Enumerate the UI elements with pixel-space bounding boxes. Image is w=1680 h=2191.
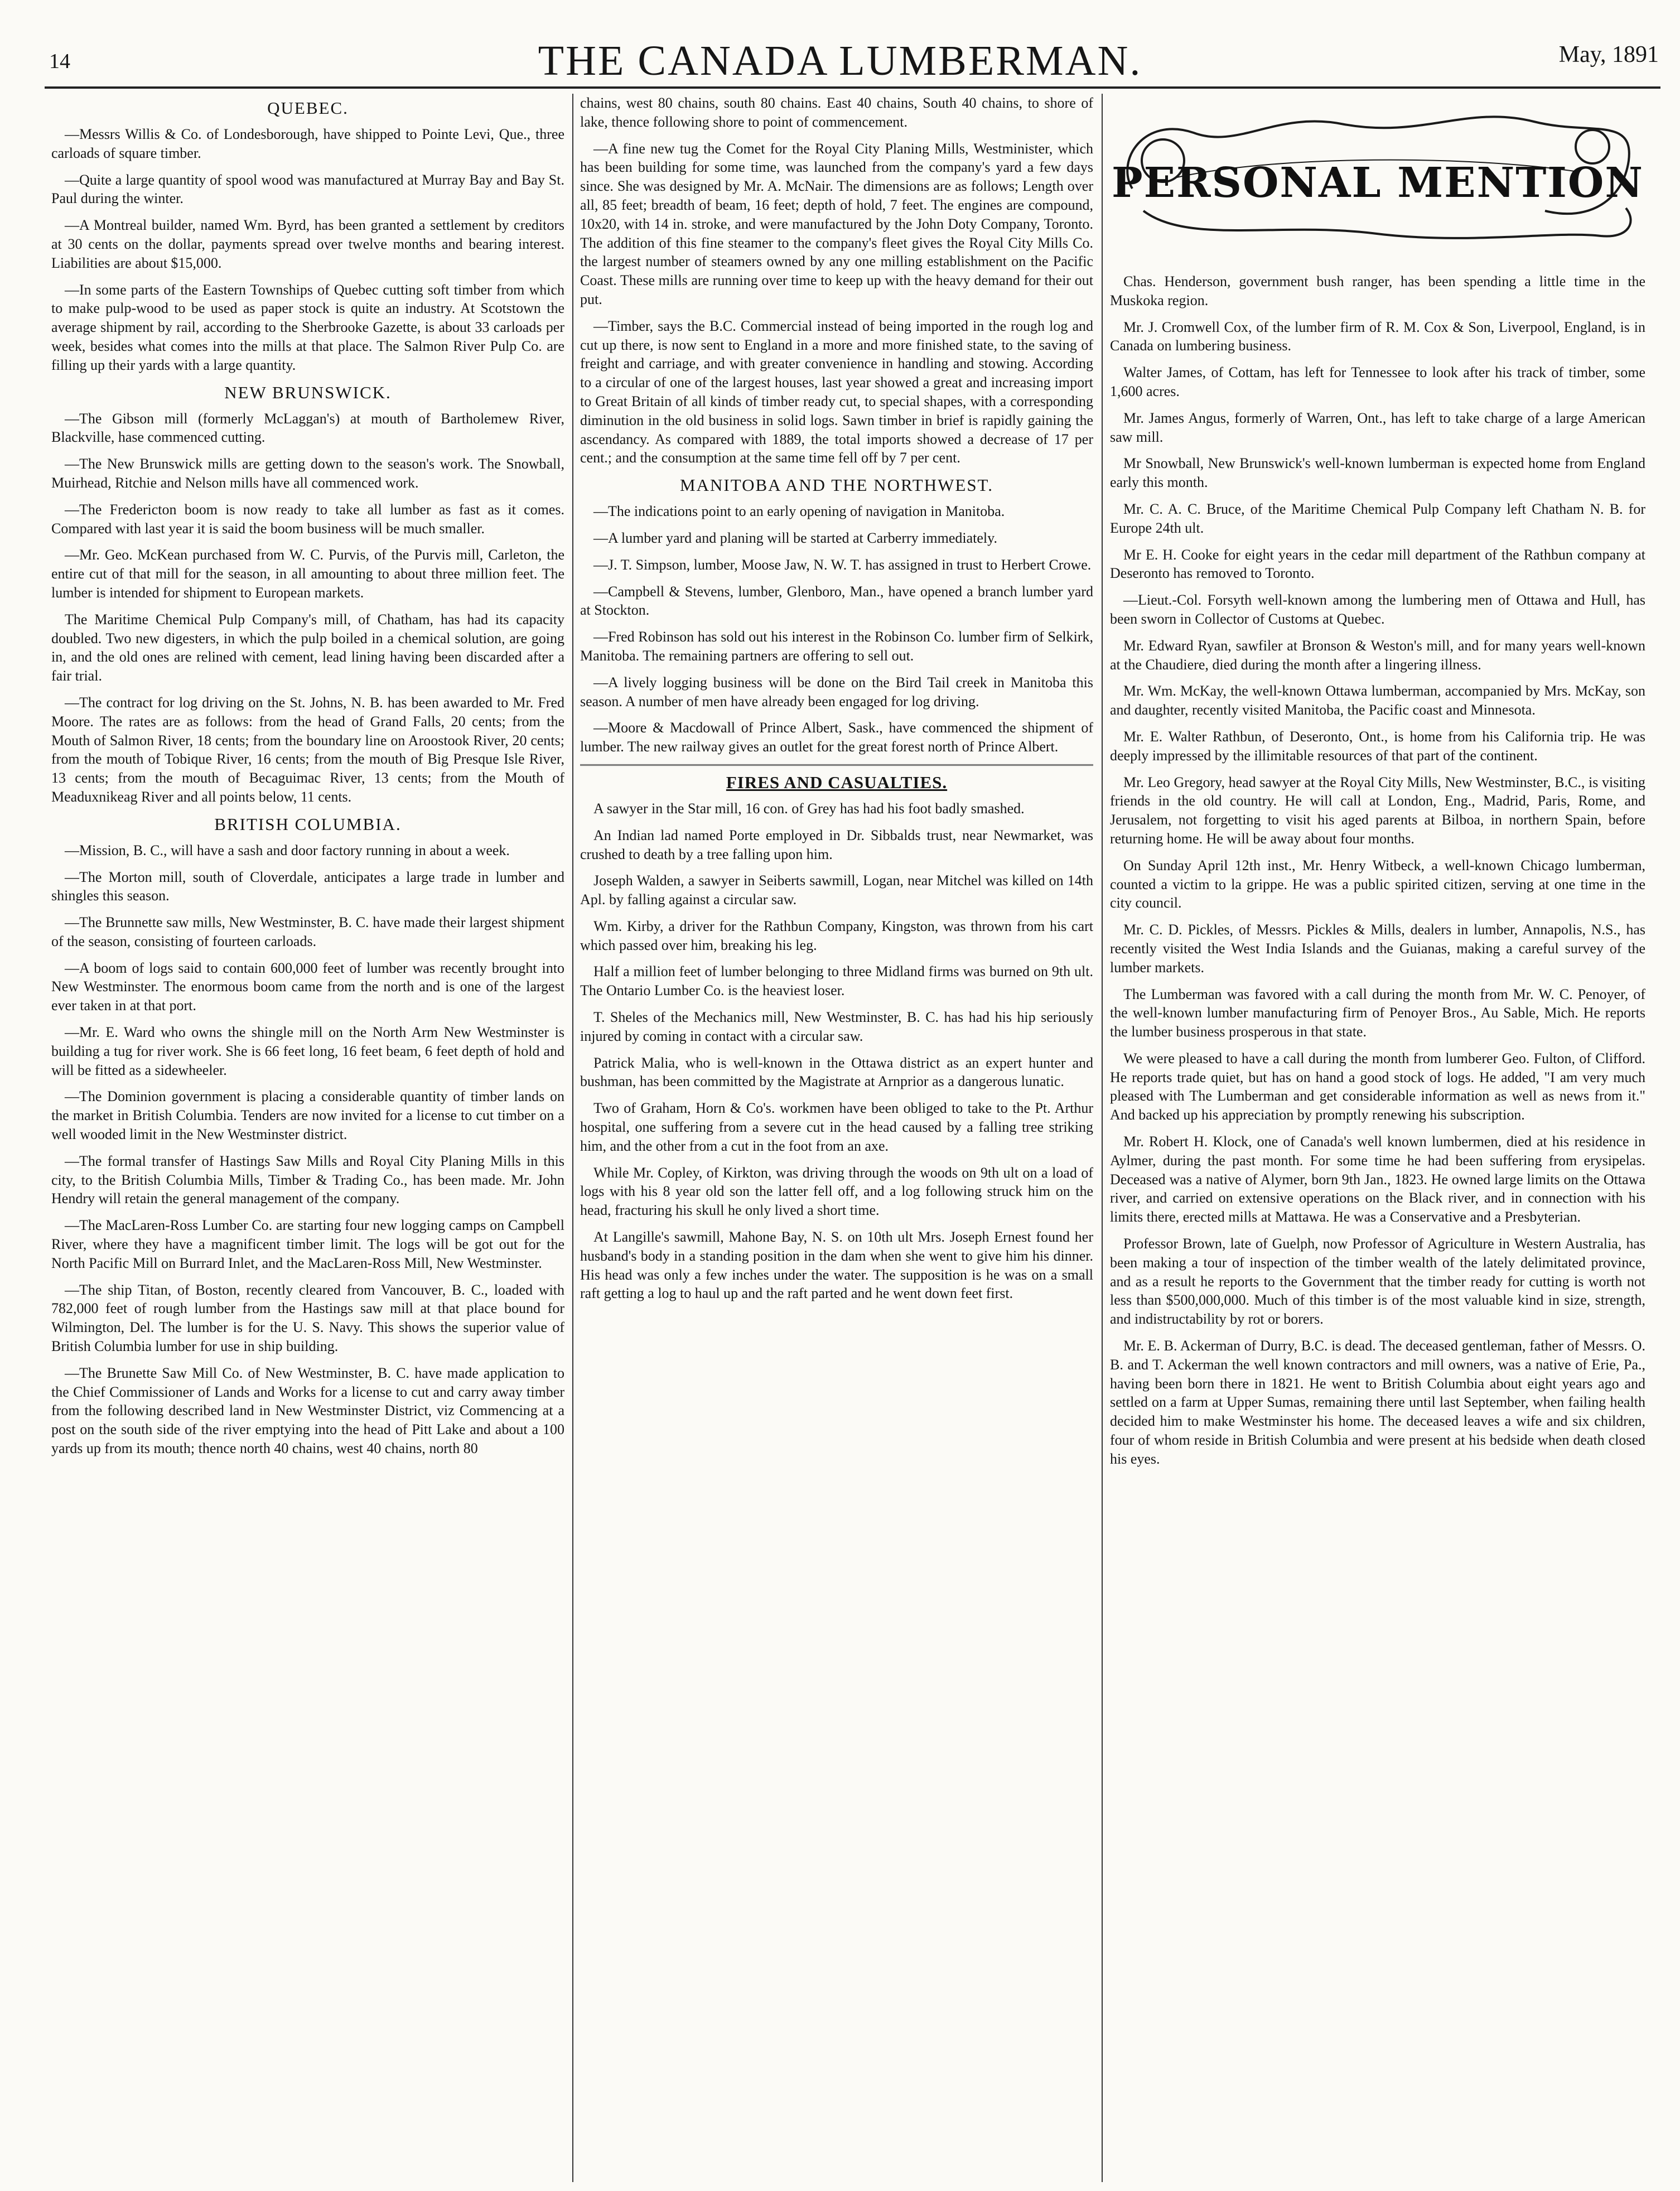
news-item: —The formal transfer of Hastings Saw Mills and Royal City Planing Mills in this city, to the British Columbia Mills, Timber & Trading Co., has been made. Mr. John Hendry will retain the general management of the company. [51,1152,564,1207]
section-title-british-columbia: BRITISH COLUMBIA. [214,814,402,834]
news-item: —The Gibson mill (formerly McLaggan's) at mouth of Bartholemew River, Blackville, hase commenced cutting. [51,410,564,446]
news-item: Joseph Walden, a sawyer in Seiberts sawmill, Logan, near Mitchel was killed on 14th Apl. by falling against a circular saw. [580,872,1093,908]
news-item: Chas. Henderson, government bush ranger, has been spending a little time in the Muskoka region. [1110,273,1645,308]
column-rule-2 [1102,94,1103,2182]
news-item: An Indian lad named Porte employed in Dr. Sibbalds trust, near Newmarket, was crushed to death by a tree falling upon him. [580,827,1093,862]
news-item: —The Fredericton boom is now ready to take all lumber as fast as it comes. Compared with last year it is said the boom business will be much smaller. [51,501,564,537]
fires-items [580,799,1093,1303]
personal-mention-title: PERSONAL MENTION [1111,159,1644,207]
news-item: Half a million feet of lumber belonging to three Midland firms was burned on 9th ult. The Ontario Lumber Co. is the heaviest loser. [580,963,1093,999]
news-item: Mr. Wm. McKay, the well-known Ottawa lumberman, accompanied by Mrs. McKay, son and daughter, recently visited Manitoba, the Pacific coast and Minnesota. [1110,683,1645,718]
news-item: —The contract for log driving on the St. Johns, N. B. has been awarded to Mr. Fred Moore. The rates are as follows: from the head of Grand Falls, 20 cents; from the Mouth of Salmon River, 18 cents; from the boundary line on Aroostook River, 20 cents; from the mouth of Tobique River, 16 cents; from the mouth of Big Presque Isle River, 13 cents; from the mouth of Becaguimac River, 13 cents; from the Mouth of Meaduxnikeag River and all points below, 11 cents. [51,694,564,805]
news-item: —Quite a large quantity of spool wood was manufactured at Murray Bay and Bay St. Paul during the winter. [51,171,564,207]
news-item: —Lieut.-Col. Forsyth well-known among the lumbering men of Ottawa and Hull, has been sworn in Collector of Customs at Quebec. [1110,592,1645,627]
column-rule-1 [572,94,573,2182]
section-title-quebec: QUEBEC. [267,98,349,118]
quebec-items [51,125,564,375]
news-item: Two of Graham, Horn & Co's. workmen have been obliged to take to the Pt. Arthur hospital, one suffering from a severe cut in the head caused by a falling tree striking him, and the other from a cut in the foot from an axe. [580,1100,1093,1154]
news-item: Professor Brown, late of Guelph, now Professor of Agriculture in Western Australia, has been making a tour of inspection of the timber wealth of the lately delimitated province, and as a result he reports to the Government that the timber ready for cutting is worth not less than $500,000,000. Much of this timber is of the most valuable kind in size, strength, and indistructability by rot or borers. [1110,1236,1645,1328]
issue-date: May, 1891 [1558,42,1659,67]
news-item: —The indications point to an early opening of navigation in Manitoba. [593,503,1005,520]
news-item: Mr E. H. Cooke for eight years in the cedar mill department of the Rathbun company at Deseronto has removed to Toronto. [1110,546,1645,582]
personal-mention-items [1110,272,1645,1469]
news-item: —The Morton mill, south of Cloverdale, anticipates a large trade in lumber and shingles this season. [51,868,564,904]
news-item: Patrick Malia, who is well-known in the Ottawa district as an expert hunter and bushman, has been committed by the Magistrate at Arnprior as a dangerous lunatic. [580,1054,1093,1090]
column-3 [1110,94,1645,2182]
news-item: —The Dominion government is placing a considerable quantity of timber lands on the market in British Columbia. Tenders are now invited for a license to cut timber on a well wooded limit in the New Westminster district. [51,1088,564,1143]
news-item: —Mr. Geo. McKean purchased from W. C. Purvis, of the Purvis mill, Carleton, the entire cut of that mill for the season, in all amounting to about three million feet. The lumber is intended for shipment to European markets. [51,547,564,601]
news-item: Walter James, of Cottam, has left for Tennessee to look after his track of timber, some 1,600 acres. [1110,364,1645,399]
news-item: Wm. Kirby, a driver for the Rathbun Company, Kingston, was thrown from his cart which passed over him, breaking his leg. [580,918,1093,953]
news-item: —Moore & Macdowall of Prince Albert, Sask., have commenced the shipment of lumber. The new railway gives an outlet for the great forest north of Prince Albert. [580,720,1093,755]
news-item: At Langille's sawmill, Mahone Bay, N. S. on 10th ult Mrs. Joseph Ernest found her husband's body in a standing position in the dam when she went to give him his dinner. His head was only a few inches under the water. The supposition is he was on a small raft getting a log to haul up and the raft parted and he went down feet first. [580,1229,1093,1302]
section-title-fires: FIRES AND CASUALTIES. [726,772,948,792]
column-2 [580,94,1093,2182]
news-item: Mr. Leo Gregory, head sawyer at the Royal City Mills, New Westminster, B.C., is visiting friends in the old country. He will call at London, Eng., Madrid, Paris, Rome, and Jerusalem, not forgetting to visit his aged parents at Bilboa, in northern Spain, before returning home. He will be away about four months. [1110,774,1645,847]
page-number: 14 [49,50,70,73]
news-item: A sawyer in the Star mill, 16 con. of Grey has had his foot badly smashed. [593,800,1025,817]
section-divider [580,764,1093,766]
news-item: —In some parts of the Eastern Townships of Quebec cutting soft timber from which to make pulp-wood to be used as paper stock is quite an industry. At Scotstown the average shipment by rail, according to the Sherbrooke Gazette, is about 33 carloads per week, besides what comes into the mills at that place. The Salmon River Pulp Co. are filling up their yards with a large quantity. [51,281,564,373]
section-title-manitoba: MANITOBA AND THE NORTHWEST. [680,475,993,495]
news-item: —The Brunette Saw Mill Co. of New Westminster, B. C. have made application to the Chief Commissioner of Lands and Works for a license to cut and carry away timber from the following described land in New Westminster District, viz Commencing at a post on the south side of the river emptying into the head of Pitt Lake and about a 100 yards up from its mouth; thence north 40 chains, west 40 chains, north 80 [51,1364,564,1457]
news-item: —A lumber yard and planing will be started at Carberry immediately. [593,529,997,546]
new-brunswick-items [51,409,564,807]
news-item: —The ship Titan, of Boston, recently cleared from Vancouver, B. C., loaded with 782,000 feet of rough lumber from the Hastings saw mill at that place bound for Wilmington, Del. The lumber is for the U. S. Navy. This shows the superior value of British Columbia lumber for use in ship building. [51,1281,564,1355]
banner-flourish-right [1576,130,1609,163]
news-item: —Campbell & Stevens, lumber, Glenboro, Man., have opened a branch lumber yard at Stockton. [580,583,1093,619]
news-item: —Messrs Willis & Co. of Londesborough, have shipped to Pointe Levi, Que., three carloads of square timber. [51,126,564,161]
news-item: —The Brunnette saw mills, New Westminster, B. C. have made their largest shipment of the season, consisting of fourteen carloads. [51,914,564,949]
news-item: Mr. James Angus, formerly of Warren, Ont., has left to take charge of a large American saw mill. [1110,409,1645,445]
header-rule [45,86,1660,89]
news-item: On Sunday April 12th inst., Mr. Henry Witbeck, a well-known Chicago lumberman, counted a victim to la grippe. He was a public spirited citizen, serving at one time in the city council. [1110,857,1645,911]
news-item: Mr. Robert H. Klock, one of Canada's well known lumbermen, died at his residence in Aylmer, during the past month. For some time he had been suffering from erysipelas. Deceased was a native of Alymer, born 9th Jan., 1823. He owned large limits on the Ottawa river, and carried on extensive operations on the Black river, and in connection with his limits there, erected mills at Mattawa. He was a Conservative and a Presbyterian. [1110,1133,1645,1225]
news-item: —Fred Robinson has sold out his interest in the Robinson Co. lumber firm of Selkirk, Manitoba. The remaining partners are offering to sell out. [580,629,1093,664]
column-1 [51,94,564,2182]
news-item: —J. T. Simpson, lumber, Moose Jaw, N. W. T. has assigned in trust to Herbert Crowe. [593,556,1092,573]
news-item: Mr Snowball, New Brunswick's well-known lumberman is expected home from England early this month. [1110,455,1645,491]
news-item: —A Montreal builder, named Wm. Byrd, has been granted a settlement by creditors at 30 cents on the dollar, payments spread over twelve months and bearing interest. Liabilities are about $15,000. [51,217,564,271]
news-item: —The MacLaren-Ross Lumber Co. are starting four new logging camps on Campbell River, where they have a magnificent timber limit. The logs will be got out for the North Pacific Mill on Burrard Inlet, and the MacLaren-Ross Mill, New Westminster. [51,1217,564,1271]
continued-items [580,94,1093,467]
manitoba-items [580,502,1093,756]
news-item: —A fine new tug the Comet for the Royal City Planing Mills, Westminister, which has been building for some time, was launched from the company's yard a few days since. She was designed by Mr. A. McNair. The dimensions are as follows; Length over all, 85 feet; breadth of beam, 16 feet; depth of hold, 7 feet. The engines are compound, 10x20, with 14 in. stroke, and were manufactured by the John Doty Company, Toronto. The addition of this fine steamer to the company's fleet gives the Royal City Mills Co. the largest number of steamers owned by any one milling establishment on the Pacific Coast. These mills are running over time to keep up with the heavy demand for their out put. [580,140,1093,307]
news-item: Mr. E. Walter Rathbun, of Deseronto, Ont., is home from his California trip. He was deeply impressed by the illimitable resources of that part of the continent. [1110,728,1645,764]
masthead-title: THE CANADA LUMBERMAN. [538,37,1142,84]
news-item: The Lumberman was favored with a call during the month from Mr. W. C. Penoyer, of the well-known lumber manufacturing firm of Penoyer Bros., Au Sable, Mich. He reports the lumber business prosperous in that state. [1110,986,1645,1040]
news-item: —Mr. E. Ward who owns the shingle mill on the North Arm New Westminster is building a tug for river work. She is 66 feet long, 16 feet beam, 6 feet depth of hold and will be fitted as a sidewheeler. [51,1024,564,1078]
news-item: The Maritime Chemical Pulp Company's mill, of Chatham, has had its capacity doubled. Two new digesters, in which the pulp boiled in a chemical solution, are going in, and the old ones are relined with cement, lead lining having been discarded after a fair trial. [51,611,564,684]
news-item: —Timber, says the B.C. Commercial instead of being imported in the rough log and cut up there, is now sent to England in a more and more finished state, to the saving of freight and carriage, and with greater convenience in handling and stowing. According to a circular of one of the largest houses, last year showed a great and increasing import to Great Britain of all kinds of timber ready cut, to special shapes, with a corresponding diminution in the old business in solid logs. Sawn timber in brief is rapidly gaining the ascendancy. As compared with 1889, the total imports showed a decrease of 17 per cent.; and the consumption at the same time fell off by 7 per cent. [580,317,1093,466]
news-item: —Mission, B. C., will have a sash and door factory running in about a week. [65,842,510,858]
news-item: Mr. C. D. Pickles, of Messrs. Pickles & Mills, dealers in lumber, Annapolis, N.S., has recently visited the West India Islands and the Guianas, making a careful survey of the lumber markets. [1110,921,1645,976]
news-item: Mr. C. A. C. Bruce, of the Maritime Chemical Pulp Company left Chatham N. B. for Europe 24th ult. [1110,500,1645,536]
news-item: Mr. Edward Ryan, sawfiler at Bronson & Weston's mill, and for many years well-known at the Chaudiere, died during the month after a lingering illness. [1110,637,1645,673]
section-title-new-brunswick: NEW BRUNSWICK. [224,382,392,402]
news-item: —The New Brunswick mills are getting down to the season's work. The Snowball, Muirhead, Ritchie and Nelson mills have all commenced work. [51,456,564,491]
news-item: Mr. E. B. Ackerman of Durry, B.C. is dead. The deceased gentleman, father of Messrs. O. B. and T. Ackerman the well known contractors and mill owners, was a native of Erie, Pa., having been born there in 1821. He went to British Columbia about eight years ago and settled on a farm at Upper Sumas, remaining there until last September, when failing health decided him to make Westminster his home. The deceased leaves a wife and six children, four of whom reside in British Columbia and were present at his bedside when death closed his eyes. [1110,1338,1645,1467]
personal-mention-banner [1110,94,1645,267]
news-item: —A lively logging business will be done on the Bird Tail creek in Manitoba this season. A number of men have already been engaged for log driving. [580,674,1093,710]
news-item: T. Sheles of the Mechanics mill, New Westminster, B. C. has had his hip seriously injured by coming in contact with a circular saw. [580,1009,1093,1044]
news-item: —A boom of logs said to contain 600,000 feet of lumber was recently brought into New Westminster. The enormous boom came from the north and is one of the largest ever taken in at that port. [51,959,564,1014]
british-columbia-items [51,841,564,1458]
news-item: chains, west 80 chains, south 80 chains. East 40 chains, South 40 chains, to shore of lake, thence following shore to point of commencement. [580,95,1093,130]
news-item: We were pleased to have a call during the month from lumberer Geo. Fulton, of Clifford. He reports trade quiet, but has on hand a good stock of logs. He added, "I am very much pleased with The Lumberman and get considerable information as well as news from it." And backed up his appreciation by promptly renewing his subscription. [1110,1050,1645,1123]
news-item: While Mr. Copley, of Kirkton, was driving through the woods on 9th ult on a load of logs with his 8 year old son the latter fell off, and a log following struck him on the head, fracturing his skull he only lived a short time. [580,1164,1093,1219]
news-item: Mr. J. Cromwell Cox, of the lumber firm of R. M. Cox & Son, Liverpool, England, is in Canada on lumbering business. [1110,318,1645,354]
